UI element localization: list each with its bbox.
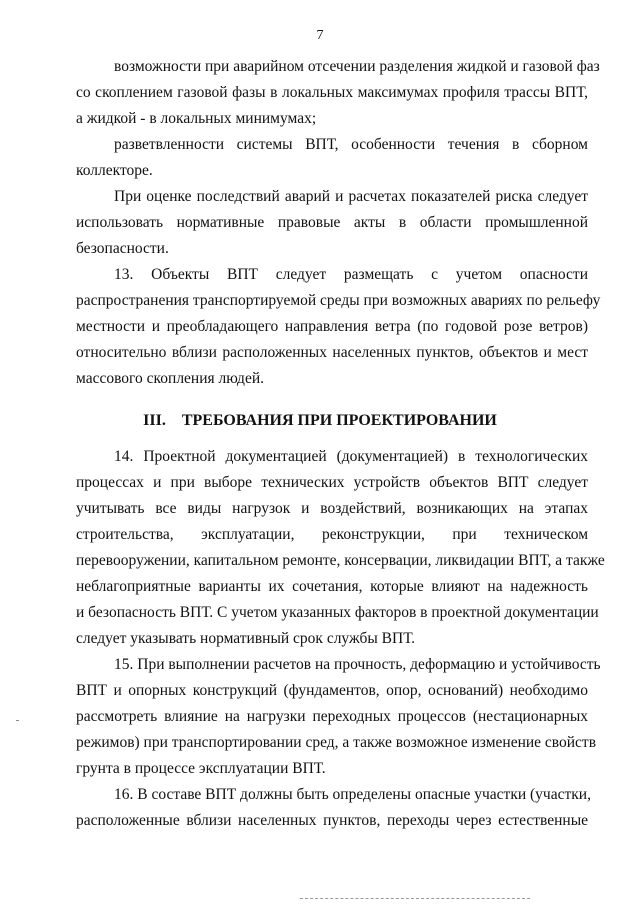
text-line: распространения транспортируемой среды при возможных авариях по рельефу	[76, 292, 601, 309]
text-line: разветвленности системы ВПТ, особенности течения в сборном	[114, 136, 588, 153]
text-line: следует указывать нормативный срок службы ВПТ.	[76, 630, 415, 647]
text-line: перевооружении, капитальном ремонте, консервации, ликвидации ВПТ, а также	[76, 552, 605, 569]
text-line: со скоплением газовой фазы в локальных максимумах профиля трассы ВПТ,	[76, 84, 588, 101]
text-line: процессах и при выборе технических устройств объектов ВПТ следует	[76, 474, 588, 491]
text-line: безопасности.	[76, 240, 169, 257]
section-number: III.	[143, 412, 166, 429]
text-line: 16. В составе ВПТ должны быть определены опасные участки (участки,	[114, 786, 591, 803]
text-line: возможности при аварийном отсечении разделения жидкой и газовой фаз	[114, 58, 600, 75]
text-line: рассмотреть влияние на нагрузки переходных процессов (нестационарных	[76, 708, 588, 725]
page-number: 7	[316, 28, 324, 43]
text-line: расположенные вблизи населенных пунктов, переходы через естественные	[76, 812, 588, 829]
text-line: 14. Проектной документацией (документацией) в технологических	[114, 448, 588, 465]
text-line: местности и преобладающего направления ветра (по годовой розе ветров)	[76, 318, 588, 335]
section-heading	[0, 411, 640, 431]
scan-edge-rule	[300, 898, 530, 899]
text-line: грунта в процессе эксплуатации ВПТ.	[76, 760, 326, 777]
text-line: 15. При выполнении расчетов на прочность, деформацию и устойчивость	[114, 656, 601, 673]
text-line: При оценке последствий аварий и расчетах показателей риска следует	[114, 188, 588, 205]
text-line: использовать нормативные правовые акты в области промышленной	[76, 214, 588, 231]
section-title: ТРЕБОВАНИЯ ПРИ ПРОЕКТИРОВАНИИ	[181, 412, 497, 429]
text-line: режимов) при транспортировании сред, а также возможное изменение свойств	[76, 734, 597, 751]
text-line: учитывать все виды нагрузок и воздействий, возникающих на этапах	[76, 500, 588, 517]
text-line: относительно вблизи расположенных населенных пунктов, объектов и мест	[76, 344, 588, 361]
text-line: массового скопления людей.	[76, 370, 264, 387]
text-line: 13. Объекты ВПТ следует размещать с учетом опасности	[114, 266, 588, 283]
text-line: неблагоприятные варианты их сочетания, которые влияют на надежность	[76, 578, 588, 595]
text-line: коллекторе.	[76, 162, 153, 179]
text-line: и безопасность ВПТ. С учетом указанных факторов в проектной документации	[76, 604, 599, 621]
text-line: ВПТ и опорных конструкций (фундаментов, опор, оснований) необходимо	[76, 682, 588, 699]
text-line: строительства, эксплуатации, реконструкции, при техническом	[76, 526, 588, 543]
scan-mark	[16, 720, 19, 721]
text-line: а жидкой - в локальных минимумах;	[76, 110, 317, 127]
